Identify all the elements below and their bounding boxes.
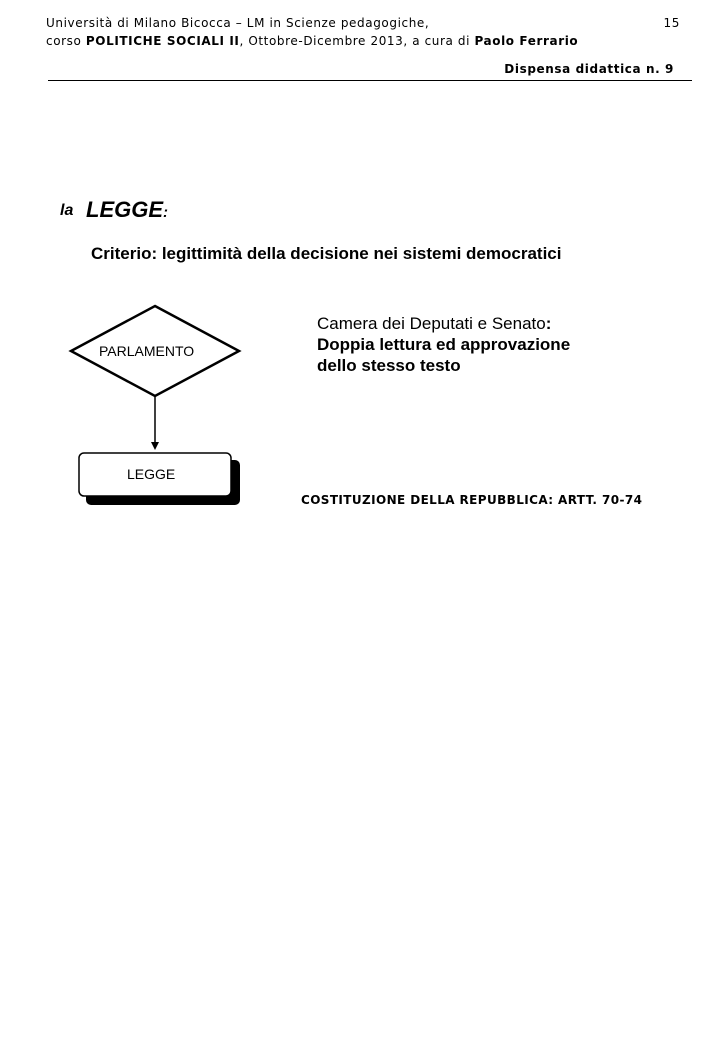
doppia-line-2: dello stesso testo [317,356,461,375]
header-line-1: Università di Milano Bicocca – LM in Scienze pedagogiche, [46,16,430,30]
header-course-dates: , Ottobre-Dicembre 2013, a cura di [239,34,475,48]
camera-colon: : [545,314,552,333]
doppia-line-1: Doppia lettura ed approvazione [317,335,571,354]
dispensa-label: Dispensa didattica n. 9 [504,62,674,76]
title-prefix: la [60,202,74,219]
header-author: Paolo Ferrario [474,34,579,48]
page-number: 15 [663,16,680,30]
criterio-text: Criterio: legittimità della decisione nei sistemi democratici [91,244,562,263]
legge-label: LEGGE [127,466,176,482]
costituzione-reference: COSTITUZIONE DELLA REPUBBLICA: ARTT. 70-74 [301,493,643,507]
parlamento-label: PARLAMENTO [99,343,195,359]
camera-label: Camera dei Deputati e Senato [317,314,546,333]
page-title-colon: : [163,204,169,221]
header-course-prefix: corso [46,34,86,48]
header-course-name: POLITICHE SOCIALI II [85,34,240,48]
page-title-text: LEGGE [86,197,164,222]
